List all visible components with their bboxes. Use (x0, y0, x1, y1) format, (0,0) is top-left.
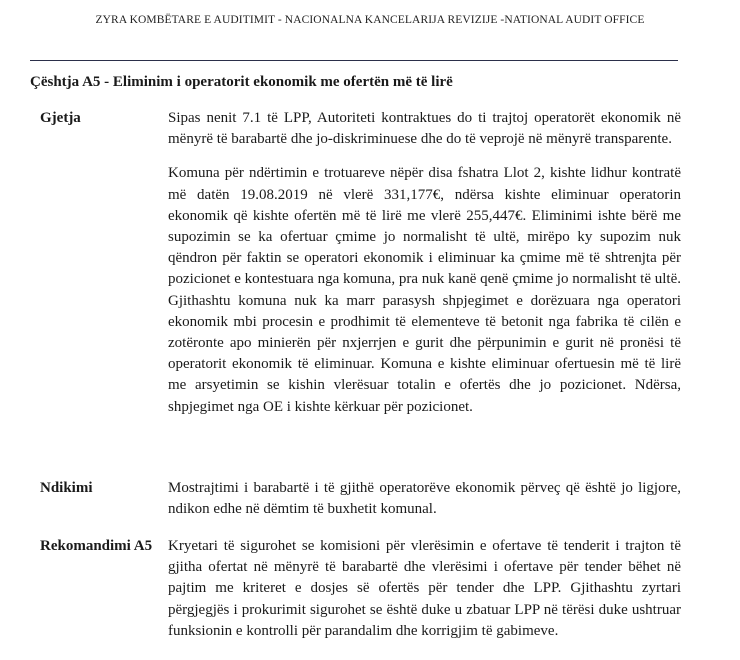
rekomandimi-text: Kryetari të sigurohet se komisioni për vlerësimin e ofertave të tenderit i trajton të gjitha ofertat në mënyrë të barabartë dhe vlerësimi i ofertave për tender bëhet në pajtim me kriteret e dosjes së ofertës për tender dhe LPP. Gjithashtu zyrtari përgjegjës i prokurimit sigurohet se është duke u zbatuar LPP në tërësi duke ushtruar funksionin e kontrolli për parandalim dhe korrigjim të gabimeve. (168, 538, 681, 639)
office-header: ZYRA KOMBËTARE E AUDITIMIT - NACIONALNA KANCELARIJA REVIZIJE -NATIONAL AUDIT OFFICE (95, 14, 645, 26)
ndikimi-label: Ndikimi (40, 480, 93, 496)
ndikimi-text: Mostrajtimi i barabartë i të gjithë operatorëve ekonomik përveç që është jo ligjore, ndikon edhe në dëmtim të buxhetit komunal. (168, 480, 681, 518)
gjetja-text (168, 108, 681, 418)
gjetja-paragraph-2: Komuna për ndërtimin e trotuareve nëpër disa fshatra Llot 2, kishte lidhur kontratë më datën 19.08.2019 në vlerë 331,177€, ndërsa kishte eliminuar operatorin ekonomik që kishte ofertën më të lirë me vlerë 255,447€. Eliminimi ishte bërë me supozimin se ka ofertuar çmime jo normalisht të ultë, mirëpo ky supozim nuk qëndron për faktin se operatori ekonomik i eliminuar ka çmime më të shtrenjta për pozicionet e kontestuara nga komuna, pra nuk kanë qenë çmime jo normalisht të ultë. Gjithashtu komuna nuk ka marr parasysh shpjegimet e dorëzuara nga operatori ekonomik mbi procesin e prodhimit të elementeve të betonit nga fabrika të cilën e zotëronte apo minierën për nxjerrjen e gurit dhe përpunimin e gurit në pronësi të operatorit ekonomik të eliminuar. Komuna e kishte eliminuar ofertuesin më të lirë me arsyetimin se kishin vlerësuar totalin e ofertës dhe jo pozicionet. Ndërsa, shpjegimet nga OE i kishte kërkuar për pozicionet. (168, 165, 681, 415)
gjetja-label: Gjetja (40, 110, 81, 126)
rekomandimi-label: Rekomandimi A5 (40, 538, 153, 554)
gjetja-paragraph-1: Sipas nenit 7.1 të LPP, Autoriteti kontraktues do ti trajtoj operatorët ekonomik në mënyrë të barabartë dhe jo-diskriminuese dhe do të veprojë në mënyrë transparente. (168, 110, 681, 148)
issue-title: Çështja A5 - Eliminim i operatorit ekonomik me ofertën më të lirë (30, 74, 453, 90)
header-divider (30, 60, 678, 61)
